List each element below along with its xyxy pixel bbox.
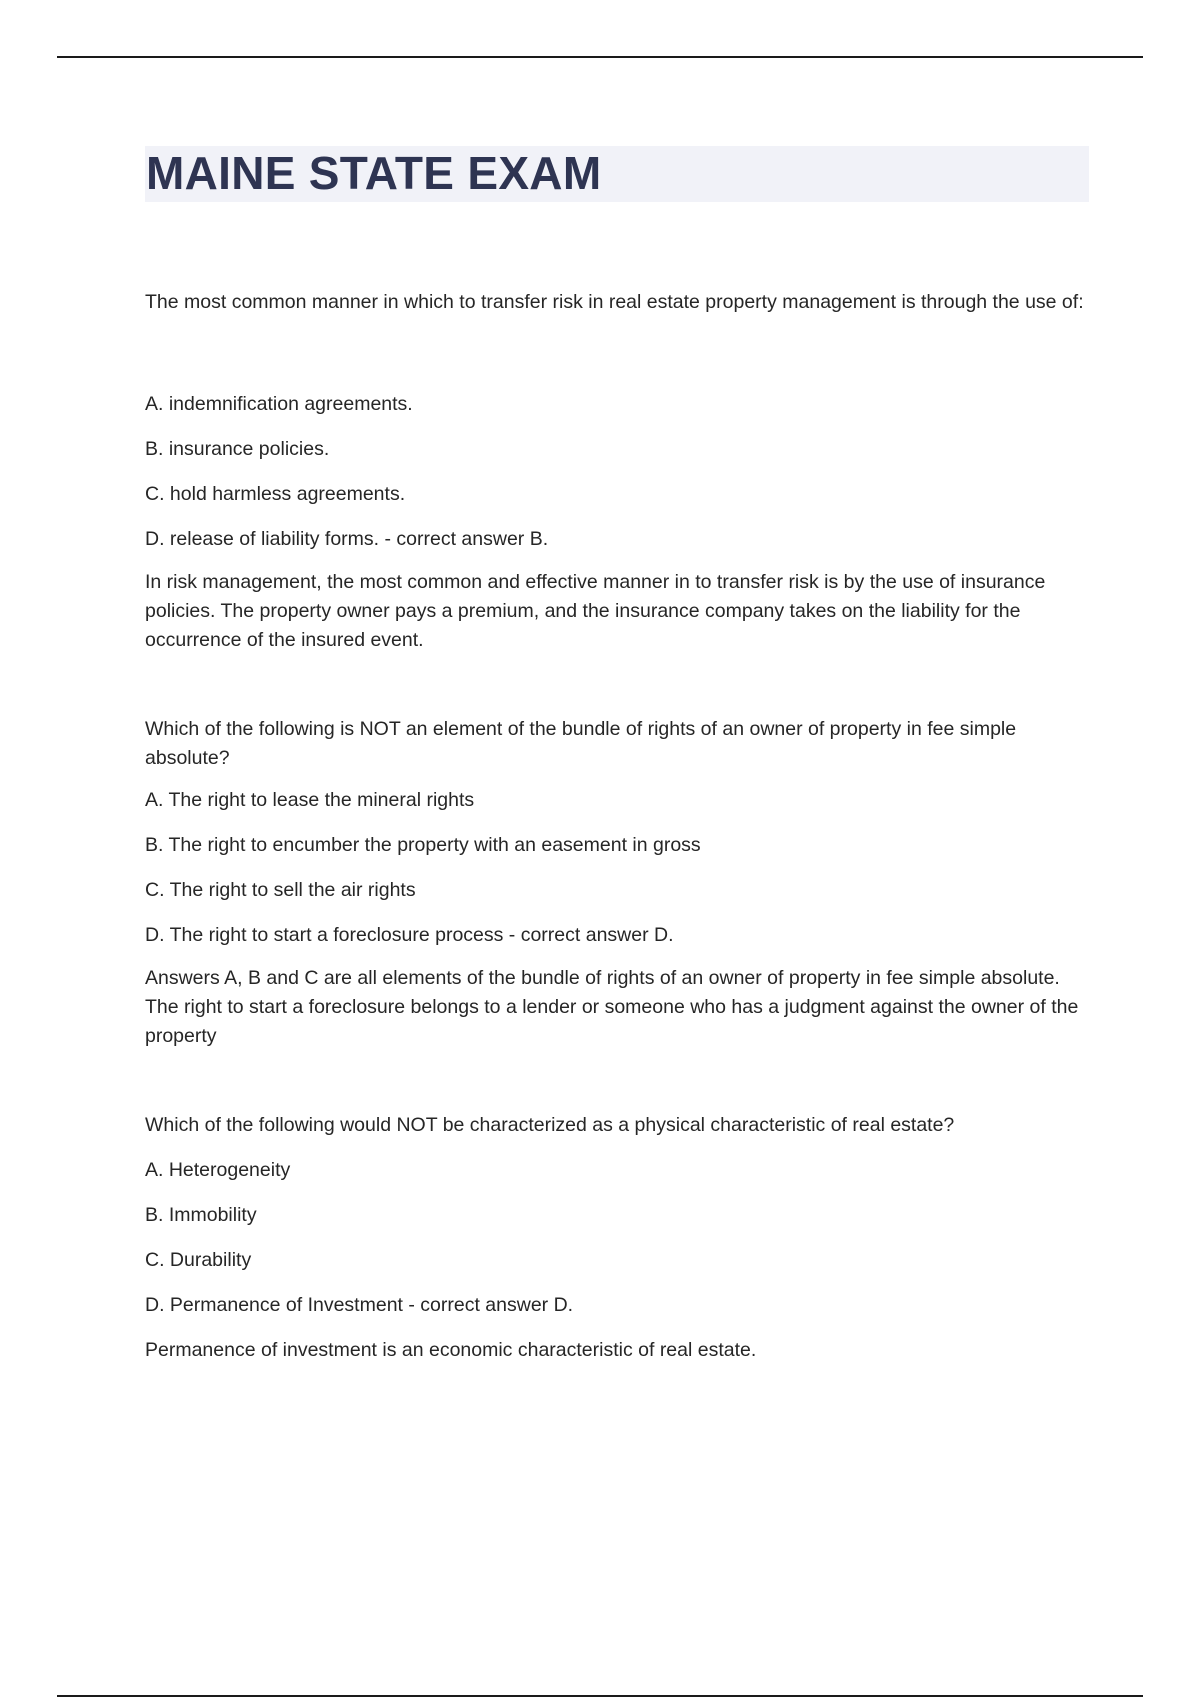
question-block-3 [145,1111,1095,1365]
bottom-rule [57,1695,1143,1697]
question-block-2 [145,715,1095,1051]
question-text: Which of the following would NOT be characterized as a physical characteristic of real estate? [145,1114,955,1136]
answer-option-c: C. hold harmless agreements. [145,483,406,505]
top-rule [57,56,1143,58]
answer-option-c: C. Durability [145,1249,252,1271]
question-text: Which of the following is NOT an element of the bundle of rights of an owner of property in fee simple absolute? [145,718,1017,769]
answer-option-b: B. insurance policies. [145,438,330,460]
answer-explanation: Permanence of investment is an economic characteristic of real estate. [145,1339,757,1361]
answer-option-a: A. The right to lease the mineral rights [145,789,475,811]
question-text: The most common manner in which to transfer risk in real estate property management is through the use of: [145,291,1084,313]
answer-option-a: A. Heterogeneity [145,1159,291,1181]
question-block-1 [145,288,1095,655]
answer-option-a: A. indemnification agreements. [145,393,413,415]
page-title: MAINE STATE EXAM [146,147,602,199]
exam-content [145,288,1095,1365]
answer-option-d: D. The right to start a foreclosure process - correct answer D. [145,924,674,946]
answer-option-d: D. Permanence of Investment - correct answer D. [145,1294,574,1316]
answer-option-c: C. The right to sell the air rights [145,879,416,901]
answer-option-b: B. The right to encumber the property with an easement in gross [145,834,701,856]
answer-option-d: D. release of liability forms. - correct answer B. [145,528,549,550]
answer-explanation: In risk management, the most common and effective manner in to transfer risk is by the use of insurance policies. The property owner pays a premium, and the insurance company takes on the liability for the occurrence of the insured event. [145,571,1046,651]
answer-option-b: B. Immobility [145,1204,257,1226]
answer-explanation: Answers A, B and C are all elements of the bundle of rights of an owner of property in fee simple absolute. The right to start a foreclosure belongs to a lender or someone who has a judgment against the owner of the property [145,967,1079,1047]
